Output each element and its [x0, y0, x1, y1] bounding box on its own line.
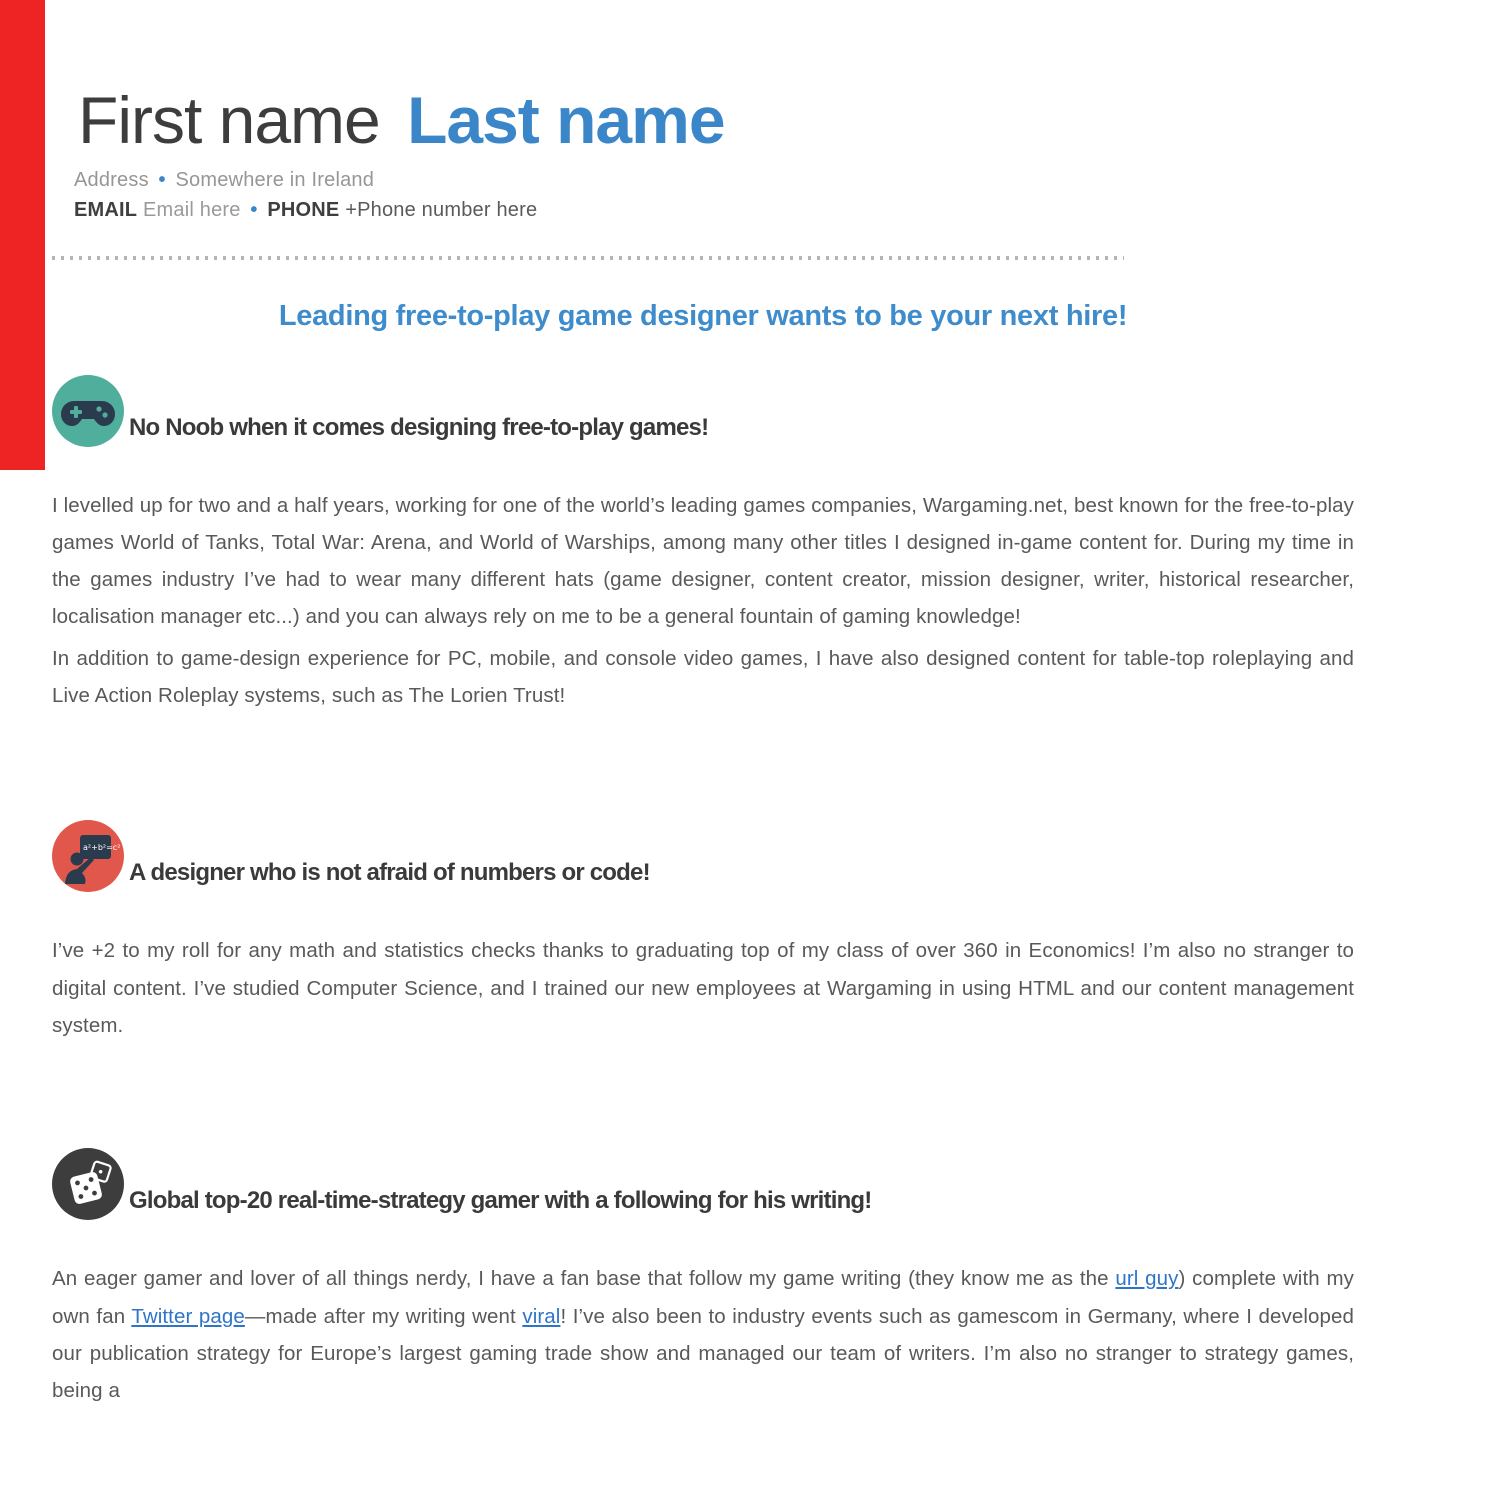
- url-guy-link[interactable]: url guy: [1115, 1267, 1179, 1291]
- section-header: [52, 1148, 1354, 1220]
- location-text: Somewhere in Ireland: [175, 168, 375, 191]
- tagline-heading: Leading free-to-play game designer wants to be your next hire!: [278, 299, 1128, 332]
- bullet-separator: •: [250, 198, 258, 221]
- section-heading: No Noob when it comes designing free-to-play games!: [129, 413, 709, 441]
- twitter-page-link[interactable]: Twitter page: [131, 1304, 245, 1328]
- section-heading: Global top-20 real-time-strategy gamer with a following for his writing!: [129, 1187, 872, 1215]
- phone-value: +Phone number here: [345, 198, 538, 221]
- dice-icon: [52, 1148, 124, 1220]
- bullet-separator: •: [158, 168, 166, 191]
- section-heading: A designer who is not afraid of numbers or code!: [129, 859, 650, 887]
- phone-label: PHONE: [267, 198, 340, 221]
- viral-link[interactable]: viral: [522, 1304, 561, 1328]
- section-gamer-writing: [52, 1148, 1354, 1409]
- paragraph: I’ve +2 to my roll for any math and statistics checks thanks to graduating top of my class of over 360 in Economics! I’m also no stranger to digital content. I’ve studied Computer Science, and I trained our new employees at Wargaming in using HTML and our content management system.: [52, 939, 1354, 1037]
- section-numbers-code: [52, 820, 1354, 1044]
- gamepad-icon: [52, 375, 124, 447]
- paragraph-with-links: [52, 1260, 1354, 1409]
- last-name: Last name: [407, 83, 725, 157]
- email-value: Email here: [142, 198, 241, 221]
- paragraph-text: —made after my writing went: [244, 1304, 523, 1328]
- paragraph-text: ! I’ve also been to industry events such as gamescom in Germany, where I developed our publication strategy for Europe’s largest gaming trade show and managed our team of writers. I’m also no stranger to strategy games, being a: [52, 1304, 1354, 1403]
- paragraph: In addition to game-design experience for PC, mobile, and console video games, I have also designed content for table-top roleplaying and Live Action Roleplay systems, such as The Lorien Trust!: [52, 646, 1354, 708]
- resume-page: [52, 0, 1354, 1409]
- left-accent-bar: [0, 0, 45, 470]
- section-header: [52, 820, 1354, 892]
- email-label: EMAIL: [74, 198, 138, 221]
- paragraph: I levelled up for two and a half years, working for one of the world’s leading games companies, Wargaming.net, best known for the free-to-play games World of Tanks, Total War: Arena, and World of Warships, among many other titles I designed in-game content for. During my time in the games industry I’ve had to wear many different hats (game designer, content creator, mission designer, writer, historical researcher, localisation manager etc...) and you can always rely on me to be a general fountain of gaming knowledge!: [52, 493, 1354, 629]
- section-game-design: [52, 375, 1354, 715]
- section-header: [52, 375, 1354, 447]
- svg-text:a²+b²=c²: a²+b²=c²: [83, 843, 121, 853]
- paragraph-text: An eager gamer and lover of all things nerdy, I have a fan base that follow my game writing (they know me as the: [52, 1267, 1116, 1291]
- paragraph-text: ) complete with my own fan: [52, 1267, 1355, 1328]
- first-name: First name: [78, 83, 398, 157]
- address-line: [74, 169, 1354, 192]
- teacher-blackboard-icon: [52, 820, 124, 892]
- page-title: [78, 84, 1354, 157]
- dotted-divider: [52, 256, 1124, 260]
- address-text: Address: [74, 168, 149, 191]
- contact-line: [74, 199, 1354, 222]
